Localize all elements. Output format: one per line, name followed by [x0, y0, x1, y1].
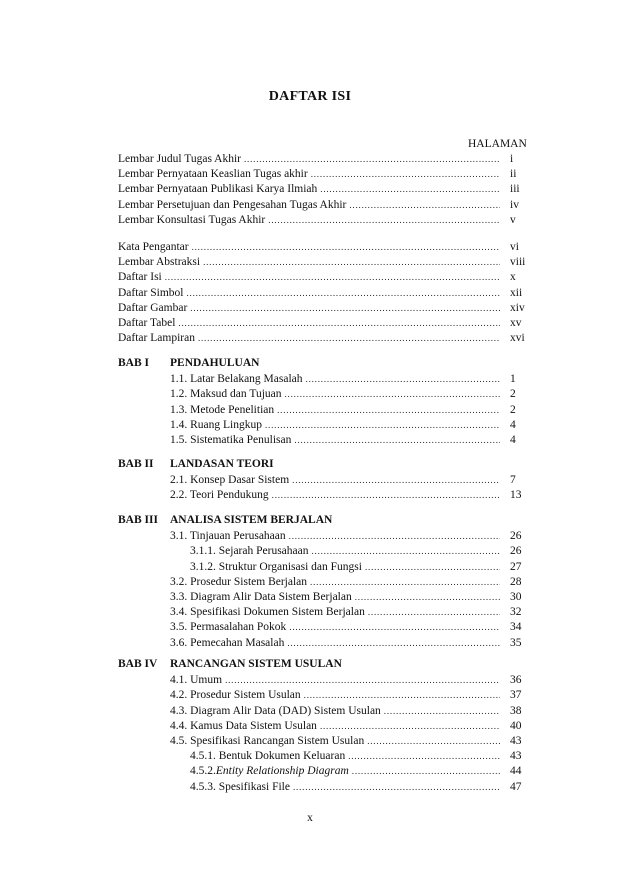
- toc-entry-page: xiv: [510, 301, 525, 314]
- toc-entry-page: 47: [510, 780, 522, 793]
- dot-leader: [320, 721, 500, 731]
- dot-leader: [311, 546, 500, 556]
- toc-entry-page: iv: [510, 198, 519, 211]
- toc-entry-page: 32: [510, 606, 522, 619]
- toc-entry-page: 43: [510, 750, 522, 763]
- toc-entry-page: 26: [510, 545, 522, 558]
- toc-entry-label: 3.3. Diagram Alir Data Sistem Berjalan: [170, 591, 352, 603]
- toc-entry[interactable]: [118, 256, 503, 271]
- toc-subsection-entry[interactable]: [190, 750, 503, 765]
- toc-entry-page: 13: [510, 489, 522, 502]
- toc-section-entry[interactable]: [170, 404, 503, 419]
- dot-leader: [367, 736, 500, 746]
- toc-entry-page: 37: [510, 689, 522, 702]
- dot-leader: [384, 706, 500, 716]
- toc-entry-label: Kata Pengantar: [118, 241, 189, 253]
- dot-leader: [304, 690, 500, 700]
- toc-entry-label: Lembar Konsultasi Tugas Akhir: [118, 213, 266, 226]
- toc-entry-label: 3.1.2. Struktur Organisasi dan Fungsi: [190, 560, 362, 573]
- toc-entry[interactable]: [118, 271, 503, 286]
- dot-leader: [365, 562, 500, 572]
- dot-leader: [198, 333, 500, 343]
- dot-leader: [192, 242, 500, 252]
- dot-leader: [287, 638, 500, 648]
- chapter-number: BAB I: [118, 357, 149, 369]
- dot-leader: [348, 751, 500, 761]
- toc-entry-label: 1.1. Latar Belakang Masalah: [170, 373, 303, 386]
- toc-entry[interactable]: [118, 214, 503, 229]
- toc-entry-page: xii: [510, 286, 523, 299]
- toc-entry-label: Daftar Tabel: [118, 317, 176, 329]
- toc-entry-page: 43: [510, 735, 522, 747]
- toc-entry-label: 4.3. Diagram Alir Data (DAD) Sistem Usulan: [170, 704, 381, 717]
- toc-entry-label: Lembar Persetujuan dan Pengesahan Tugas Akhir: [118, 198, 347, 211]
- toc-entry-page: 7: [510, 474, 516, 487]
- toc-entry-page: 34: [510, 621, 522, 634]
- toc-entry-page: 26: [510, 530, 522, 543]
- toc-entry-page: 40: [510, 719, 522, 732]
- toc-entry-label: 3.4. Spesifikasi Dokumen Sistem Berjalan: [170, 606, 365, 619]
- dot-leader: [368, 607, 500, 617]
- toc-section-entry[interactable]: [170, 530, 503, 545]
- dot-leader: [294, 435, 500, 445]
- dot-leader: [289, 622, 500, 632]
- chapter-number: BAB II: [118, 458, 154, 470]
- chapter-number: BAB III: [118, 514, 158, 526]
- dot-leader: [178, 318, 500, 328]
- toc-entry-page: v: [510, 213, 516, 226]
- page-column-header: HALAMAN: [468, 138, 527, 150]
- dot-leader: [349, 200, 500, 210]
- toc-entry-label: Daftar Gambar: [118, 301, 188, 314]
- toc-entry-label: 4.5.1. Bentuk Dokumen Keluaran: [190, 750, 346, 763]
- toc-entry-label: 3.6. Pemecahan Masalah: [170, 636, 285, 649]
- dot-leader: [352, 766, 500, 776]
- toc-section-entry[interactable]: [170, 591, 503, 606]
- toc-entry[interactable]: [118, 332, 503, 347]
- toc-section-entry[interactable]: [170, 434, 503, 449]
- toc-subsection-entry[interactable]: [190, 561, 503, 576]
- toc-entry-page: 4: [510, 434, 516, 446]
- toc-entry-page: i: [510, 153, 514, 165]
- dot-leader: [272, 490, 500, 500]
- toc-entry-page: 2: [510, 388, 516, 401]
- toc-section-entry[interactable]: [170, 637, 503, 652]
- dot-leader: [355, 592, 500, 602]
- toc-section-entry[interactable]: [170, 705, 503, 720]
- toc-entry-label: 4.4. Kamus Data Sistem Usulan: [170, 719, 317, 732]
- dot-leader: [306, 374, 500, 384]
- dot-leader: [268, 215, 500, 225]
- toc-entry-label: 1.3. Metode Penelitian: [170, 403, 275, 416]
- toc-entry[interactable]: [118, 168, 503, 183]
- toc-section-entry[interactable]: [170, 489, 503, 504]
- toc-entry-page: viii: [510, 256, 526, 269]
- toc-entry-page: 1: [510, 373, 516, 386]
- toc-section-entry[interactable]: [170, 735, 503, 750]
- toc-entry-label: 3.2. Prosedur Sistem Berjalan: [170, 575, 308, 588]
- chapter-title: PENDAHULUAN: [170, 357, 260, 369]
- toc-entry[interactable]: [118, 241, 503, 256]
- toc-entry[interactable]: [118, 287, 503, 302]
- dot-leader: [225, 675, 500, 685]
- dot-leader: [203, 257, 500, 267]
- dot-leader: [311, 169, 500, 179]
- toc-entry-label: 1.4. Ruang Lingkup: [170, 418, 262, 431]
- dot-leader: [277, 405, 500, 415]
- toc-section-entry[interactable]: [170, 388, 503, 403]
- toc-entry-label: 4.5.2.: [190, 765, 216, 778]
- toc-entry[interactable]: [118, 153, 503, 168]
- toc-section-entry[interactable]: [170, 373, 503, 388]
- toc-entry[interactable]: [118, 183, 503, 198]
- toc-entry-label: 4.5. Spesifikasi Rancangan Sistem Usulan: [170, 735, 365, 747]
- toc-entry-page: 4: [510, 418, 516, 431]
- chapter-title: ANALISA SISTEM BERJALAN: [170, 514, 333, 526]
- page-number: x: [307, 812, 313, 824]
- toc-entry-page: 2: [510, 403, 516, 416]
- toc-entry-label: 1.2. Maksud dan Tujuan: [170, 388, 282, 401]
- toc-entry-label: 3.5. Permasalahan Pokok: [170, 621, 287, 634]
- toc-entry-page: 44: [510, 765, 522, 778]
- toc-entry-label: 2.2. Teori Pendukung: [170, 489, 269, 502]
- toc-section-entry[interactable]: [170, 576, 503, 591]
- toc-entry-label: 4.5.3. Spesifikasi File: [190, 780, 290, 793]
- toc-entry-label: 1.5. Sistematika Penulisan: [170, 434, 292, 446]
- toc-entry-page: 30: [510, 591, 522, 603]
- dot-leader: [265, 420, 500, 430]
- toc-entry[interactable]: [118, 302, 503, 317]
- chapter-number: BAB IV: [118, 658, 158, 670]
- dot-leader: [186, 288, 500, 298]
- dot-leader: [292, 475, 500, 485]
- toc-entry-page: xvi: [510, 332, 525, 345]
- dot-leader: [165, 272, 500, 282]
- toc-entry-label-italic: Entity Relationship Diagram: [215, 765, 349, 778]
- toc-entry-page: 28: [510, 575, 522, 588]
- toc-entry-page: ii: [510, 168, 517, 181]
- toc-entry-label: Daftar Simbol: [118, 286, 184, 299]
- dot-leader: [190, 303, 500, 313]
- toc-entry[interactable]: [118, 317, 503, 332]
- toc-section-entry[interactable]: [170, 674, 503, 689]
- toc-entry-page: vi: [510, 241, 519, 253]
- toc-subsection-entry[interactable]: [190, 765, 503, 780]
- dot-leader: [310, 577, 500, 587]
- toc-section-entry[interactable]: [170, 621, 503, 636]
- toc-entry-label: Daftar Lampiran: [118, 332, 195, 345]
- toc-entry-page: 27: [510, 560, 522, 573]
- chapter-title: LANDASAN TEORI: [170, 458, 274, 470]
- toc-entry-label: 3.1.1. Sejarah Perusahaan: [190, 545, 309, 558]
- toc-section-entry[interactable]: [170, 419, 503, 434]
- toc-entry-page: 38: [510, 704, 522, 717]
- toc-entry-page: 36: [510, 674, 522, 687]
- toc-section-entry[interactable]: [170, 606, 503, 621]
- dot-leader: [244, 154, 500, 164]
- toc-entry-label: Lembar Judul Tugas Akhir: [118, 153, 241, 165]
- toc-entry-label: Lembar Pernyataan Publikasi Karya Ilmiah: [118, 183, 318, 196]
- toc-subsection-entry[interactable]: [190, 781, 503, 796]
- toc-subsection-entry[interactable]: [190, 545, 503, 560]
- toc-entry-label: 4.2. Prosedur Sistem Usulan: [170, 689, 301, 702]
- toc-entry-label: 4.1. Umum: [170, 674, 223, 687]
- page-title: DAFTAR ISI: [268, 89, 352, 104]
- toc-entry-page: 35: [510, 636, 522, 649]
- dot-leader: [285, 389, 501, 399]
- toc-entry-label: Lembar Pernyataan Keaslian Tugas akhir: [118, 168, 308, 181]
- toc-section-entry[interactable]: [170, 720, 503, 735]
- dot-leader: [320, 184, 500, 194]
- dot-leader: [293, 782, 500, 792]
- toc-entry-label: Daftar Isi: [118, 271, 162, 284]
- toc-entry-page: xv: [510, 317, 522, 329]
- toc-entry-label: 3.1. Tinjauan Perusahaan: [170, 530, 286, 543]
- toc-section-entry[interactable]: [170, 689, 503, 704]
- dot-leader: [289, 531, 500, 541]
- toc-entry-page: iii: [510, 183, 520, 196]
- toc-entry-page: x: [510, 271, 516, 284]
- toc-entry-label: 2.1. Konsep Dasar Sistem: [170, 474, 290, 487]
- toc-section-entry[interactable]: [170, 474, 503, 489]
- toc-entry[interactable]: [118, 199, 503, 214]
- chapter-title: RANCANGAN SISTEM USULAN: [170, 658, 342, 670]
- toc-entry-label: Lembar Abstraksi: [118, 256, 201, 269]
